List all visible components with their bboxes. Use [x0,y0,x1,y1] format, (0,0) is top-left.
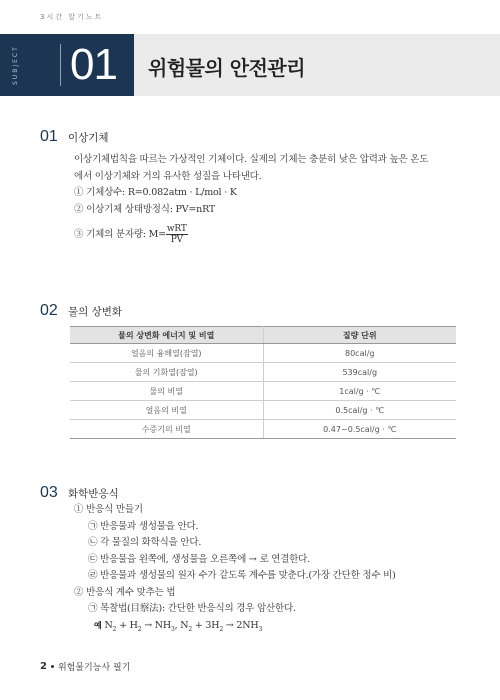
table-header: 물의 상변화 에너지 및 비열 [70,327,263,344]
section-01-heading [40,128,109,146]
table-row [70,382,456,401]
list-item: ㉠ 반응물과 생성물을 안다. [88,520,199,532]
list-item: ① 반응식 만들기 [74,504,143,515]
chapter-title: 위험물의 안전관리 [148,56,306,80]
section-number: 01 [40,128,58,145]
table-cell: 얼음의 비열 [70,401,263,420]
subscript: 3 [258,625,263,633]
table-cell: 물의 기화열(잠열) [70,363,263,382]
formula-line [60,224,455,245]
bullet-icon [51,665,54,668]
list-item: ② 이상기체 상태방정식: PV=nRT [74,203,216,215]
formula-prefix: ③ 기체의 분자량: M= [74,229,166,240]
equation-part: + 3H [192,619,220,631]
fraction-numerator: wRT [166,224,187,234]
running-title: 3시간 알기노트 [40,13,104,21]
book-title: 위험물기능사 필기 [57,663,131,673]
section-03-body [60,502,455,638]
table-cell: 1cal/g · ℃ [263,382,456,401]
list-item: ㉢ 반응물을 왼쪽에, 생성물을 오른쪽에 → 로 연결한다. [88,553,310,565]
top-strip [0,0,500,34]
table-cell: 539cal/g [263,363,456,382]
subject-number: 01 [70,40,117,89]
table-cell: 물의 비열 [70,382,263,401]
subscript: 2 [219,625,223,633]
example-line [60,618,455,638]
page-number: 2 [40,661,47,672]
list-item: ① 기체상수: R=0.082atm · L/mol · K [74,187,237,198]
section-title: 화학반응식 [68,488,119,500]
table-header: 질량 단위 [263,327,456,344]
list-item: ㉡ 각 물질의 화학식을 안다. [88,537,202,548]
page-footer [40,660,130,673]
table-cell: 0.47~0.5cal/g · ℃ [263,420,456,439]
list-item: ㉠ 목찰법(目察法): 간단한 반응식의 경우 암산한다. [88,603,296,614]
phase-change-table [70,326,456,439]
equation-part: N [104,619,113,631]
equation-part: → 2NH [222,619,259,631]
section-title: 이상기체 [68,132,109,144]
equation-part: → NH [141,619,171,631]
table-row [70,401,456,420]
table-row [70,363,456,382]
table-row [70,420,456,439]
fraction [166,224,188,245]
equation-part: , N [174,619,189,631]
example-badge: 예 [94,620,102,630]
paragraph-line: 에서 이상기체와 거의 유사한 성질을 나타낸다. [74,170,262,182]
table-cell: 수증기의 비열 [70,420,263,439]
table-cell: 얼음의 융해열(잠열) [70,344,263,363]
section-title: 물의 상변화 [68,306,123,318]
section-number: 03 [40,484,58,501]
subscript: 2 [112,625,117,633]
table-header-row [70,327,456,344]
subject-divider [60,44,61,86]
section-02-heading [40,302,122,320]
list-item: ② 반응식 계수 맞추는 법 [74,586,176,598]
table-cell: 80cal/g [263,344,456,363]
subscript: 3 [171,625,175,633]
list-item: ㉣ 반응물과 생성물의 원자 수가 같도록 계수를 맞춘다.(가장 간단한 정수 비) [88,570,396,581]
subscript: 2 [188,625,193,633]
fraction-denominator: PV [170,235,183,245]
table-row [70,344,456,363]
section-03-heading [40,484,119,502]
subscript: 2 [137,625,142,633]
paragraph-line: 이상기체법칙을 따르는 가상적인 기체이다. 실제의 기체는 충분히 낮은 압력과 높은 온도 [74,154,429,165]
subject-label: SUBJECT [12,45,19,85]
table-cell: 0.5cal/g · ℃ [263,401,456,420]
section-01-body [60,152,455,245]
section-number: 02 [40,302,58,319]
equation-part: + H [116,619,138,631]
